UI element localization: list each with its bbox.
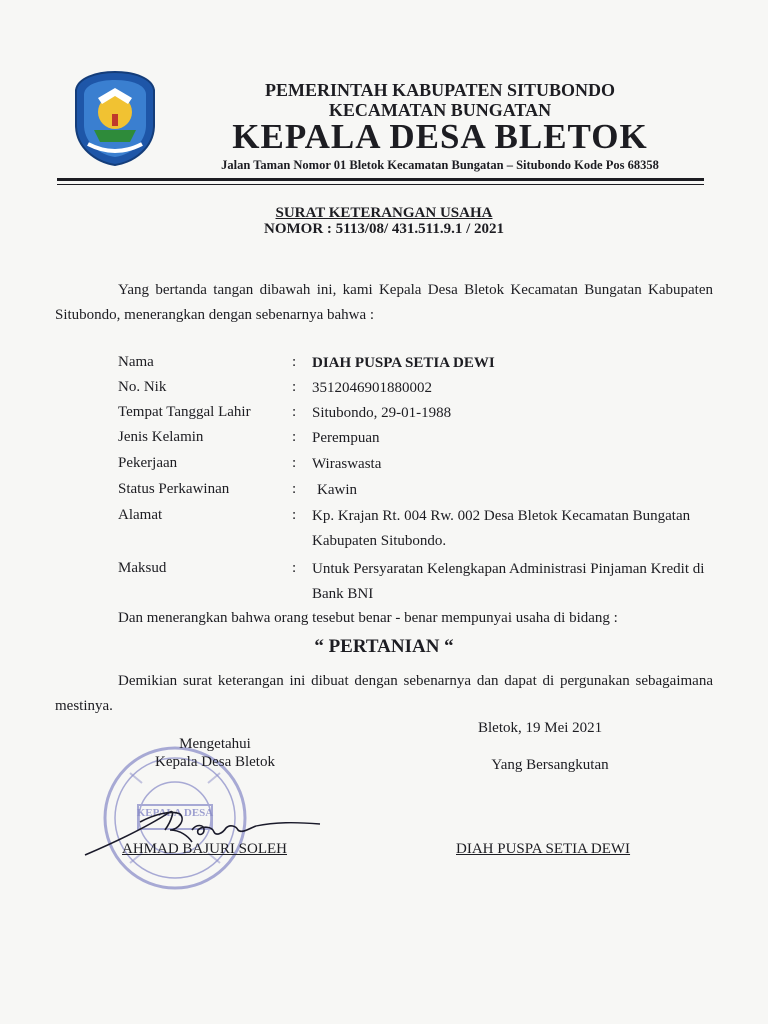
letterhead-district: KECAMATAN BUNGATAN (328, 100, 552, 120)
field-label-name: Nama (118, 354, 154, 370)
letterhead-address: Jalan Taman Nomor 01 Bletok Kecamatan Bungatan – Situbondo Kode Pos 68358 (221, 158, 659, 172)
field-label-birth: Tempat Tanggal Lahir (118, 404, 251, 420)
field-colon: : (292, 379, 297, 395)
field-colon: : (292, 507, 297, 523)
statement-text: Dan menerangkan bahwa orang tesebut benar - benar mempunyai usaha di bidang : (118, 610, 618, 626)
field-value-gender: Perempuan (312, 430, 380, 446)
field-value-occupation: Wiraswasta (312, 456, 382, 472)
field-colon: : (292, 481, 297, 497)
field-colon: : (292, 354, 297, 370)
left-signatory-acknowledged: Mengetahui (179, 736, 251, 752)
field-colon: : (292, 560, 297, 576)
field-label-address: Alamat (118, 507, 163, 523)
field-label-purpose: Maksud (118, 560, 167, 576)
field-colon: : (292, 429, 297, 445)
regency-emblem-icon (74, 70, 156, 166)
field-colon: : (292, 455, 297, 471)
business-field: “ PERTANIAN “ (314, 636, 454, 657)
field-label-gender: Jenis Kelamin (118, 429, 204, 445)
field-value-marital: Kawin (317, 482, 357, 498)
left-signatory-title: Kepala Desa Bletok (155, 754, 275, 770)
document-title: SURAT KETERANGAN USAHA (275, 205, 493, 221)
field-value-name: DIAH PUSPA SETIA DEWI (312, 355, 495, 371)
place-date: Bletok, 19 Mei 2021 (478, 720, 603, 736)
document-number: NOMOR : 5113/08/ 431.511.9.1 / 2021 (264, 221, 504, 237)
field-value-nik: 3512046901880002 (312, 380, 432, 396)
letterhead-office: KEPALA DESA BLETOK (232, 117, 648, 156)
letterhead-government: PEMERINTAH KABUPATEN SITUBONDO (264, 80, 616, 100)
closing-paragraph: Demikian surat keterangan ini dibuat dengan sebenarnya dan dapat di pergunakan sebagaimana mestinya. (55, 673, 713, 714)
right-signatory-name: DIAH PUSPA SETIA DEWI (456, 841, 631, 857)
letterhead-rule-thin (57, 184, 704, 185)
field-label-nik: No. Nik (118, 379, 167, 395)
left-signatory-name: AHMAD BAJURI SOLEH (122, 841, 288, 857)
field-value-birth: Situbondo, 29-01-1988 (312, 405, 452, 421)
stamp-text: KEPALA DESA (136, 807, 214, 819)
field-value-purpose: Untuk Persyaratan Kelengkapan Administrasi Pinjaman Kredit di Bank BNI (312, 561, 705, 602)
intro-paragraph: Yang bertanda tangan dibawah ini, kami Kepala Desa Bletok Kecamatan Bungatan Kabupaten Situbondo, menerangkan dengan sebenarnya bahwa : (55, 282, 713, 323)
letterhead-rule-thick (57, 178, 704, 181)
field-value-address: Kp. Krajan Rt. 004 Rw. 002 Desa Bletok Kecamatan Bungatan Kabupaten Situbondo. (312, 508, 691, 549)
field-colon: : (292, 404, 297, 420)
field-label-marital: Status Perkawinan (118, 481, 230, 497)
right-signatory-title: Yang Bersangkutan (491, 757, 609, 773)
field-label-occupation: Pekerjaan (118, 455, 178, 471)
